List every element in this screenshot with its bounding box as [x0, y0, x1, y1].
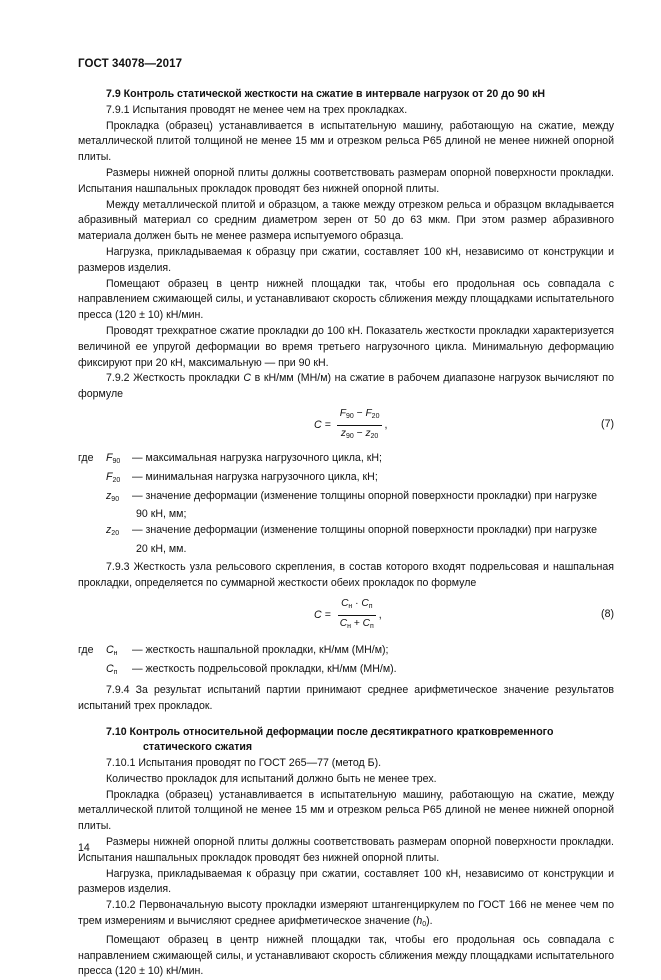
- formula-numerator: $C_н \cdot C_п$: [338, 597, 375, 616]
- paragraph: Проводят трехкратное сжатие прокладки до 100 кН. Показатель жесткости прокладки характеризуется величиной ее упругой деформации во время третьего нагрузочного цикла. Минимальную деформацию фиксируют при 20 кН, максимальную — при 90 кН.: [78, 324, 614, 369]
- formula-numerator: $F_{90} - F_{20}$: [337, 407, 383, 426]
- formula-number: (8): [601, 608, 614, 621]
- paragraph: Помещают образец в центр нижней площадки так, чтобы его продольная ось совпадала с направлением сжимающей силы, и устанавливают скорость сближения между площадками испытательного пресса (120 ± 10) кН/мин.: [78, 933, 614, 978]
- formula-7-definitions: [78, 451, 614, 558]
- definition-row: $z_{90}$ — значение деформации (изменение толщины опорной поверхности прокладки) при нагрузке: [106, 489, 598, 503]
- paragraph: Прокладка (образец) устанавливается в испытательную машину, работающую на сжатие, между металлической плитой толщиной не менее 15 мм и отрезком рельса Р65 длиной не менее нижней опорной плиты.: [78, 788, 614, 833]
- formula-8-definitions: [78, 643, 614, 681]
- definition-row: где $C_н$ — жесткость нашпальной прокладки, кН/мм (МН/м);: [78, 644, 389, 658]
- definition-row: где $F_{90}$ — максимальная нагрузка нагрузочного цикла, кН;: [78, 451, 382, 465]
- paragraph: Нагрузка, прикладываемая к образцу при сжатии, составляет 100 кН, независимо от конструкции и размеров изделия.: [78, 867, 614, 896]
- section-7-10-title: 7.10 Контроль относительной деформации после десятикратного кратковременного статического сжатия: [106, 725, 554, 754]
- paragraph: 7.9.1 Испытания проводят не менее чем на трех прокладках.: [106, 103, 408, 116]
- formula-lhs: C =: [314, 608, 331, 621]
- formula-7: C = $\frac{F_{90} - F_{20}}{z_{90} - z_{20}}$ , (7): [78, 407, 614, 445]
- definition-row-continuation: 20 кН, мм.: [136, 542, 187, 555]
- paragraph: Нагрузка, прикладываемая к образцу при сжатии, составляет 100 кН, независимо от конструкции и размеров изделия.: [78, 245, 614, 274]
- paragraph: 7.9.2 Жесткость прокладки C в кН/мм (МН/м) на сжатие в рабочем диапазоне нагрузок вычисляют по формуле: [78, 372, 615, 401]
- paragraph: 7.10.2 Первоначальную высоту прокладки измеряют штангенциркулем по ГОСТ 166 не менее чем по трем измерениям и вычисляют среднее арифметическое значение $(h_0)$.: [78, 899, 614, 929]
- definition-row: $z_{20}$ — значение деформации (изменение толщины опорной поверхности прокладки) при нагрузке: [106, 524, 598, 538]
- paragraph: 7.9.4 За результат испытаний партии принимают среднее арифметическое значение результатов испытаний трех прокладок.: [78, 683, 614, 712]
- paragraph: Размеры нижней опорной плиты должны соответствовать размерам опорной поверхности прокладки. Испытания нашпальных прокладок проводят без нижней опорной плиты.: [78, 166, 614, 195]
- definition-row: $C_п$ — жесткость подрельсовой прокладки, кН/мм (МН/м).: [106, 663, 397, 677]
- formula-number: (7): [601, 417, 614, 430]
- paragraph: 7.9.3 Жесткость узла рельсового скрепления, в состав которого входят подрельсовая и нашпальная прокладки, определяется по суммарной жесткости обеих прокладок по формуле: [78, 560, 614, 589]
- formula-lhs: C =: [314, 418, 331, 431]
- page-number: 14: [78, 842, 90, 854]
- paragraph: Размеры нижней опорной плиты должны соответствовать размерам опорной поверхности прокладки. Испытания нашпальных прокладок проводят без нижней опорной плиты.: [78, 836, 614, 864]
- formula-denominator: $C_н + C_п$: [339, 618, 374, 631]
- paragraph: Прокладка (образец) устанавливается в испытательную машину, работающую на сжатие, между металлической плитой толщиной не менее 15 мм и отрезком рельса Р65 длиной не менее нижней опорной плиты.: [78, 119, 614, 164]
- formula-8: C = $\frac{C_н \cdot C_п}{C_н + C_п}$ , (8): [78, 597, 614, 637]
- definition-row-continuation: 90 кН, мм;: [136, 508, 187, 521]
- document-id-header: ГОСТ 34078—2017: [78, 58, 183, 70]
- paragraph: 7.10.1 Испытания проводят по ГОСТ 265—77 (метод Б).: [106, 757, 382, 770]
- paragraph: Между металлической плитой и образцом, а также между отрезком рельса и образцом вкладывается абразивный материал со средним диаметром зерен от 50 до 63 мкм. При этом размер абразивного материала должен быть не менее размера испытуемого образца.: [78, 198, 614, 243]
- paragraph: Количество прокладок для испытаний должно быть не менее трех.: [106, 772, 437, 785]
- formula-denominator: $z_{90} - z_{20}$: [340, 427, 379, 440]
- paragraph: Помещают образец в центр нижней площадки так, чтобы его продольная ось совпадала с направлением сжимающей силы, и устанавливают скорость сближения между площадками испытательного пресса (120 ± 10) кН/мин.: [78, 277, 614, 322]
- section-7-9-title: 7.9 Контроль статической жесткости на сжатие в интервале нагрузок от 20 до 90 кН: [106, 88, 546, 100]
- document-body: [78, 87, 614, 980]
- definition-row: $F_{20}$ — минимальная нагрузка нагрузочного цикла, кН;: [106, 470, 378, 484]
